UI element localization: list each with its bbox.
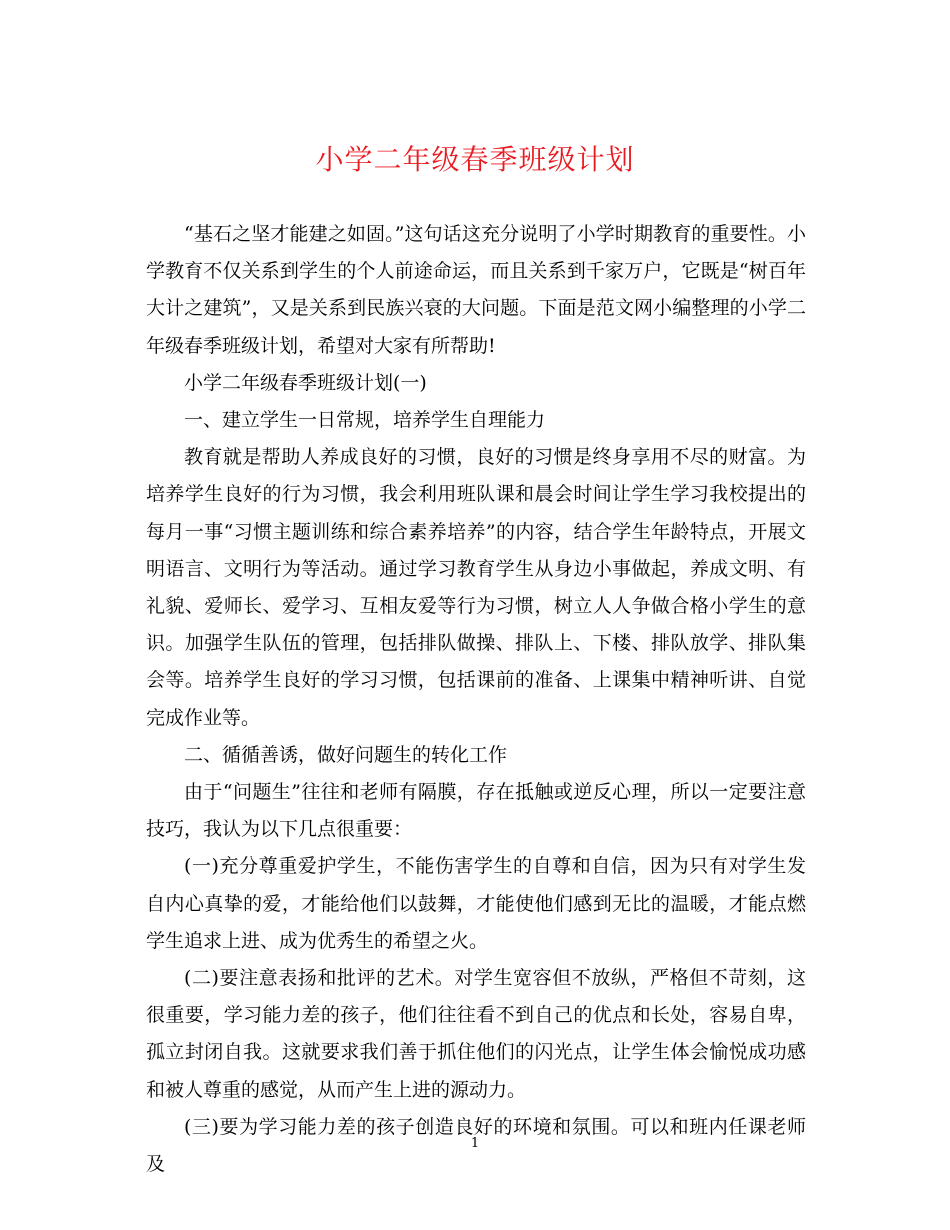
page-number: 1: [470, 1136, 480, 1151]
document-body: [146, 216, 806, 1183]
document-title: 小学二年级春季班级计划: [315, 143, 635, 176]
plan-subtitle: 小学二年级春季班级计划(一): [184, 371, 427, 394]
point-paragraph-3: (三)要为学习能力差的孩子创造良好的环境和氛围。可以和班内任课老师及: [146, 1115, 806, 1176]
section-paragraph-2: 由于“问题生”往往和老师有隔膜，存在抵触或逆反心理，所以一定要注意技巧，我认为以下几点很重要：: [146, 781, 806, 841]
section-heading-2: 二、循循善诱，做好问题生的转化工作: [184, 743, 508, 766]
section-paragraph-1: 教育就是帮助人养成良好的习惯，良好的习惯是终身享用不尽的财富。为培养学生良好的行为习惯，我会利用班队课和晨会时间让学生学习我校提出的每月一事“习惯主题训练和综合素养培养”的内容，结合学生年龄特点，开展文明语言、文明行为等活动。通过学习教育学生从身边小事做起，养成文明、有礼貌、爱师长、爱学习、互相友爱等行为习惯，树立人人争做合格小学生的意识。加强学生队伍的管理，包括排队做操、排队上、下楼、排队放学、排队集会等。培养学生良好的学习习惯，包括课前的准备、上课集中精神听讲、自觉完成作业等。: [146, 446, 806, 729]
point-paragraph-2: (二)要注意表扬和批评的艺术。对学生宽容但不放纵，严格但不苛刻，这很重要，学习能力差的孩子，他们往往看不到自己的优点和长处，容易自卑，孤立封闭自我。这就要求我们善于抓住他们的闪光点，让学生体会愉悦成功感和被人尊重的感觉，从而产生上进的源动力。: [146, 967, 806, 1101]
point-paragraph-1: (一)充分尊重爱护学生，不能伤害学生的自尊和自信，因为只有对学生发自内心真挚的爱，才能给他们以鼓舞，才能使他们感到无比的温暖，才能点燃学生追求上进、成为优秀生的希望之火。: [146, 855, 806, 952]
intro-paragraph: “基石之坚才能建之如固。”这句话这充分说明了小学时期教育的重要性。小学教育不仅关系到学生的个人前途命运，而且关系到千家万户，它既是“树百年大计之建筑”，又是关系到民族兴衰的大问题。下面是范文网小编整理的小学二年级春季班级计划，希望对大家有所帮助!: [146, 223, 806, 357]
section-heading-1: 一、建立学生一日常规，培养学生自理能力: [184, 409, 546, 432]
